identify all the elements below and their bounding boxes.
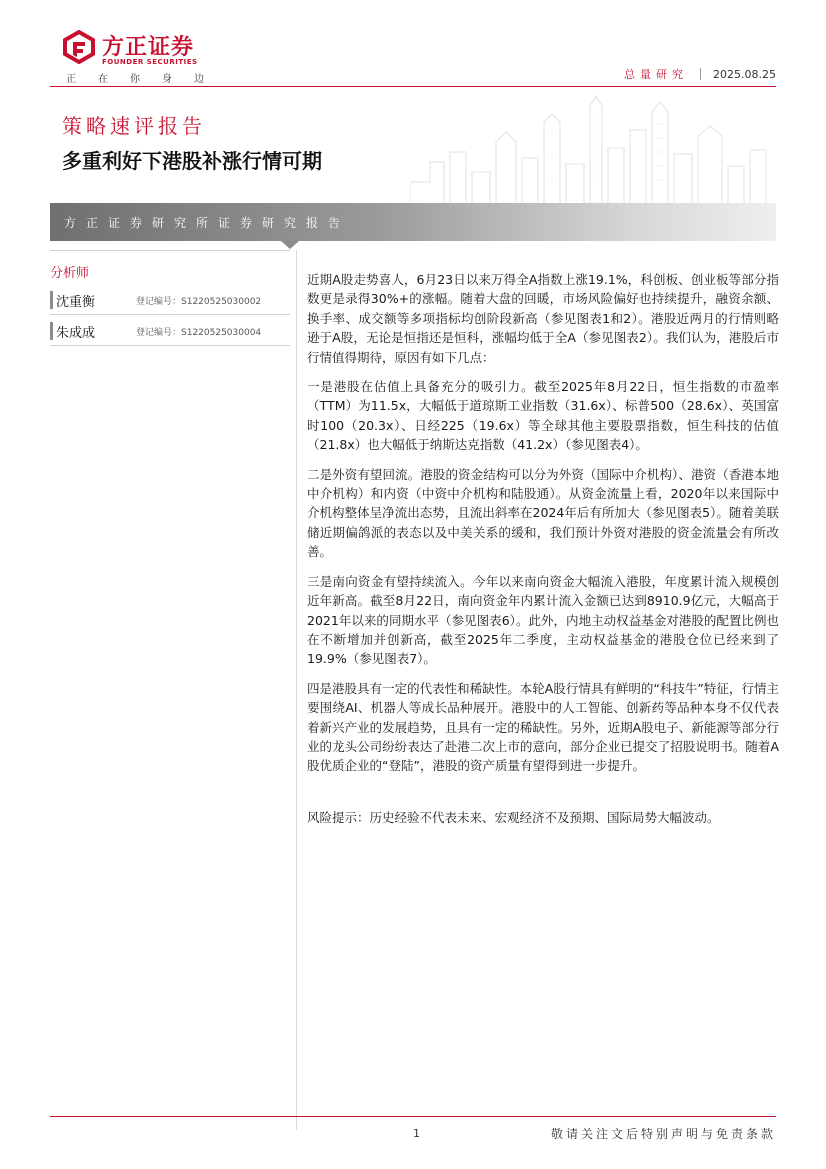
analyst-registration: 登记编号：S1220525030004 bbox=[136, 328, 262, 338]
analyst-heading: 分析师 bbox=[50, 266, 90, 281]
report-date: 2025.08.25 bbox=[713, 67, 776, 81]
logo-chinese-name: 方正证券 bbox=[102, 35, 195, 60]
report-type-title: 策略速评报告 bbox=[62, 114, 206, 138]
footer-disclaimer: 敬请关注文后特别声明与免责条款 bbox=[550, 1127, 776, 1141]
analyst-rule bbox=[50, 314, 290, 315]
body-paragraph: 四是港股具有一定的代表性和稀缺性。本轮A股行情具有鲜明的“科技牛”特征，行情主要围绕AI、机器人等成长品种展开。港股中的人工智能、创新药等品种本身不仅代表着新兴产业的发展趋势，且具有一定的稀缺性。另外，近期A股电子、新能源等部分行业的龙头公司纷纷表达了赴港二次上市的意向，部分企业已提交了招股说明书。随着A股优质企业的“登陆”，港股的资产质量有望得到进一步提升。 bbox=[307, 680, 779, 774]
banner-notch bbox=[281, 241, 299, 249]
analyst-registration: 登记编号：S1220525030002 bbox=[136, 297, 262, 307]
report-banner bbox=[50, 203, 776, 241]
analyst-name: 沈重衡 bbox=[56, 295, 96, 310]
analyst-rule bbox=[50, 345, 290, 346]
footer-rule bbox=[50, 1116, 776, 1117]
analyst-entry bbox=[50, 289, 290, 315]
body-paragraph: 三是南向资金有望持续流入。今年以来南向资金大幅流入港股，年度累计流入规模创近年新高。截至8月22日，南向资金年内累计流入金额已达到8910.9亿元，大幅高于2021年以来的同期水平（参见图表6）。此外，内地主动权益基金对港股的配置比例也在不断增加并创新高，截至2025年二季度，主动权益基金的港股仓位已经来到了19.9%（参见图表7）。 bbox=[307, 573, 779, 667]
report-category: 总量研究 bbox=[624, 68, 689, 81]
risk-warning: 风险提示：历史经验不代表未来、宏观经济不及预期、国际局势大幅波动。 bbox=[307, 809, 720, 825]
logo-english-name: FOUNDER SECURITIES bbox=[102, 58, 198, 66]
body-paragraph: 一是港股在估值上具备充分的吸引力。截至2025年8月22日，恒生指数的市盈率（TTM）为11.5x，大幅低于道琼斯工业指数（31.6x）、标普500（28.6x）、英国富时100（20.3x）、日经225（19.6x）等全球其他主要股票指数，恒生科技的估值（21.8x）也大幅低于纳斯达克指数（41.2x）（参见图表4）。 bbox=[307, 379, 779, 453]
sidebar-top-rule bbox=[50, 250, 290, 251]
page-number: 1 bbox=[413, 1127, 420, 1140]
report-main-title: 多重利好下港股补涨行情可期 bbox=[62, 149, 322, 173]
company-slogan: 正在你身边 bbox=[66, 74, 226, 85]
analyst-marker bbox=[50, 291, 53, 309]
city-skyline-icon bbox=[410, 92, 776, 204]
header-rule bbox=[50, 86, 776, 87]
founder-logo-icon bbox=[62, 30, 96, 64]
column-divider bbox=[296, 250, 297, 1130]
body-paragraph: 近期A股走势喜人，6月23日以来万得全A指数上涨19.1%，科创板、创业板等部分指数更是录得30%+的涨幅。随着大盘的回暖，市场风险偏好也持续提升，融资余额、换手率、成交额等多项指标均创阶段新高（参见图表1和2）。港股近两月的行情则略逊于A股，无论是恒指还是恒科，涨幅均低于全A（参见图表2）。我们认为，港股后市行情值得期待，原因有如下几点： bbox=[307, 272, 779, 365]
header-meta bbox=[624, 66, 776, 82]
body-paragraph: 二是外资有望回流。港股的资金结构可以分为外资（国际中介机构）、港资（香港本地中介机构）和内资（中资中介机构和陆股通）。从资金流量上看，2020年以来国际中介机构整体呈净流出态势，且流出斜率在2024年后有所加大（参见图表5）。随着美联储近期偏鸽派的表态以及中美关系的缓和，我们预计外资对港股的资金流量会有所改善。 bbox=[307, 466, 779, 560]
analyst-marker bbox=[50, 322, 53, 340]
analyst-name: 朱成成 bbox=[56, 326, 96, 341]
analyst-entry bbox=[50, 320, 290, 346]
header-separator bbox=[700, 68, 701, 80]
banner-text: 方正证券研究所证券研究报告 bbox=[64, 216, 351, 230]
report-body bbox=[307, 270, 779, 827]
